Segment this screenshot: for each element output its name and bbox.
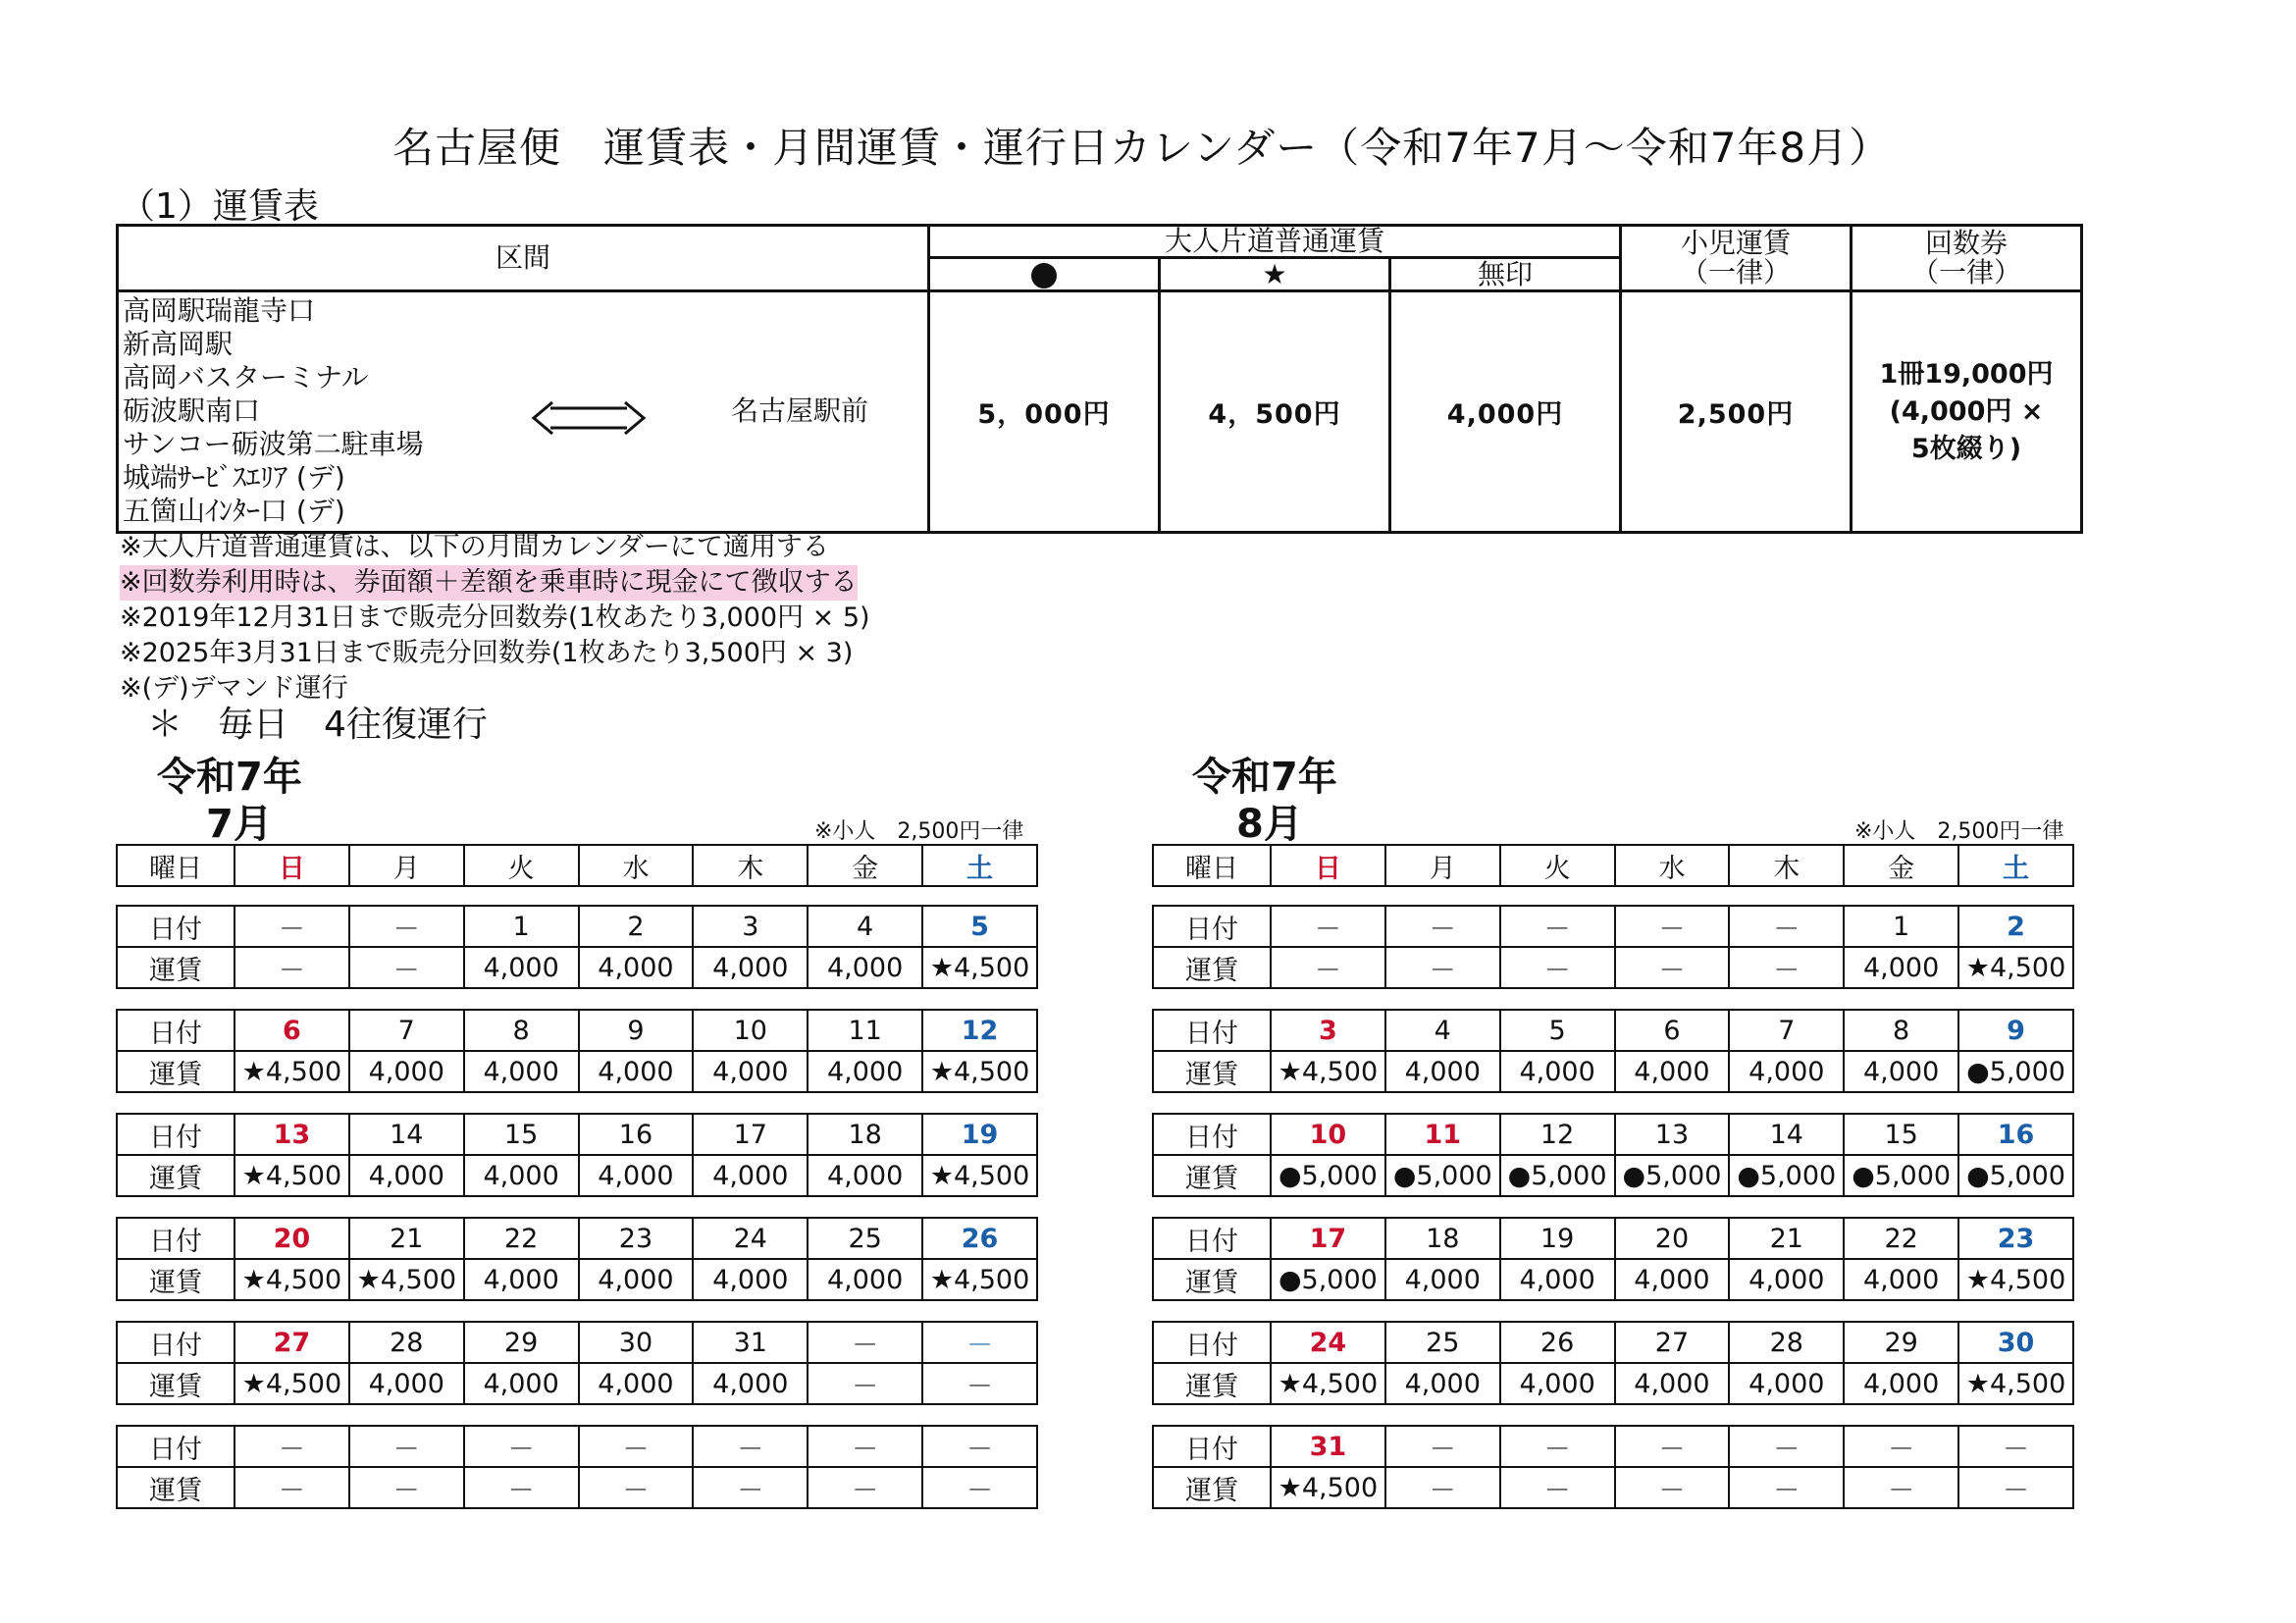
date-row-label: 日付 (117, 1322, 235, 1363)
fare-cell: － (693, 1467, 808, 1508)
fare-star-value: 4，500円 (1160, 291, 1390, 533)
july-calendar-table (116, 844, 1038, 1509)
note-item: ※2025年3月31日まで販売分回数券(1枚あたり3,500円 × 3) (120, 638, 854, 668)
stop-name: 五箇山ｲﾝﾀｰ口 (デ) (123, 495, 345, 527)
date-cell: 14 (1729, 1114, 1844, 1155)
fare-cell: － (1385, 1467, 1500, 1508)
fare-cell: － (1844, 1467, 1958, 1508)
date-cell: 1 (464, 906, 579, 947)
date-cell: － (1615, 906, 1730, 947)
fare-row-label: 運賃 (117, 1051, 235, 1092)
fare-header-adult: 大人片道普通運賃 (929, 226, 1621, 258)
fare-cell: － (1615, 947, 1730, 988)
fare-cell: 4,000 (349, 1051, 464, 1092)
fare-cell: ★4,500 (922, 1259, 1037, 1300)
date-cell: 19 (1500, 1218, 1615, 1259)
fare-cell: 4,000 (579, 947, 694, 988)
date-cell: 27 (235, 1322, 349, 1363)
date-cell: － (1615, 1426, 1730, 1467)
date-row-label: 日付 (117, 906, 235, 947)
weekday-header: 金 (1844, 845, 1958, 886)
weekday-header: 水 (579, 845, 694, 886)
fare-cell: 4,000 (349, 1155, 464, 1196)
fare-cell: 4,000 (693, 1155, 808, 1196)
date-cell: － (1958, 1426, 2073, 1467)
fare-cell: ★4,500 (1271, 1363, 1385, 1404)
weekday-header: 月 (1385, 845, 1500, 886)
date-cell: 4 (1385, 1010, 1500, 1051)
date-row-label: 日付 (1153, 1114, 1271, 1155)
fare-cell: ★4,500 (1958, 947, 2073, 988)
fare-cell: ●5,000 (1615, 1155, 1730, 1196)
fare-cell: 4,000 (808, 1051, 922, 1092)
date-cell: 29 (464, 1322, 579, 1363)
fare-cell: ★4,500 (1958, 1259, 2073, 1300)
double-arrow-icon (531, 400, 647, 436)
date-cell: － (808, 1322, 922, 1363)
fare-cell: 4,000 (464, 1259, 579, 1300)
fare-dot-value: 5，000円 (929, 291, 1160, 533)
weekday-header-label: 曜日 (117, 845, 235, 886)
stop-name: 砺波駅南口 (123, 394, 261, 427)
date-cell: 24 (1271, 1322, 1385, 1363)
date-cell: 13 (1615, 1114, 1730, 1155)
date-row-label: 日付 (117, 1426, 235, 1467)
weekday-header: 金 (808, 845, 922, 886)
fare-row-label: 運賃 (1153, 1155, 1271, 1196)
date-cell: 23 (1958, 1218, 2073, 1259)
date-cell: 18 (808, 1114, 922, 1155)
fare-header-section: 区間 (118, 226, 929, 291)
date-cell: － (349, 906, 464, 947)
fare-header-star: ★ (1160, 258, 1390, 291)
date-cell: 20 (235, 1218, 349, 1259)
stop-name: 高岡駅瑞龍寺口 (123, 294, 316, 327)
date-cell: － (1500, 1426, 1615, 1467)
date-cell: － (1500, 906, 1615, 947)
july-year: 令和7年 (157, 755, 302, 800)
date-cell: 16 (1958, 1114, 2073, 1155)
fare-cell: － (1385, 947, 1500, 988)
date-cell: 10 (1271, 1114, 1385, 1155)
fare-cell: 4,000 (693, 947, 808, 988)
page-title: 名古屋便 運賃表・月間運賃・運行日カレンダー（令和7年7月～令和7年8月） (392, 124, 1892, 172)
fare-header-none: 無印 (1390, 258, 1621, 291)
date-cell: 16 (579, 1114, 694, 1155)
date-row-label: 日付 (1153, 1426, 1271, 1467)
july-month: 7月 (206, 802, 273, 847)
date-cell: 6 (235, 1010, 349, 1051)
fare-cell: 4,000 (693, 1051, 808, 1092)
fare-cell: ●5,000 (1271, 1259, 1385, 1300)
fare-cell: 4,000 (579, 1051, 694, 1092)
fare-cell: － (922, 1363, 1037, 1404)
fare-cell: 4,000 (1844, 1363, 1958, 1404)
date-cell: － (922, 1426, 1037, 1467)
fare-cell: 4,000 (1615, 1259, 1730, 1300)
date-row-label: 日付 (1153, 1322, 1271, 1363)
date-cell: － (693, 1426, 808, 1467)
fare-cell: 4,000 (1729, 1051, 1844, 1092)
date-cell: 24 (693, 1218, 808, 1259)
date-row-label: 日付 (117, 1114, 235, 1155)
fare-cell: 4,000 (1615, 1363, 1730, 1404)
weekday-header: 土 (1958, 845, 2073, 886)
date-cell: 3 (693, 906, 808, 947)
date-cell: － (922, 1322, 1037, 1363)
fare-cell: － (1729, 947, 1844, 988)
date-cell: 12 (1500, 1114, 1615, 1155)
fare-row-label: 運賃 (1153, 1051, 1271, 1092)
fare-cell: ★4,500 (1271, 1467, 1385, 1508)
fare-row-label: 運賃 (1153, 1363, 1271, 1404)
notes-list (120, 530, 870, 707)
august-calendar-table (1152, 844, 2074, 1509)
fare-cell: ★4,500 (922, 1051, 1037, 1092)
weekday-header: 日 (235, 845, 349, 886)
fare-cell: ★4,500 (235, 1259, 349, 1300)
date-cell: 30 (579, 1322, 694, 1363)
august-child-note: ※小人 2,500円一律 (1854, 819, 2064, 844)
stop-name: 新高岡駅 (123, 328, 234, 360)
fare-cell: ★4,500 (922, 1155, 1037, 1196)
date-cell: 11 (808, 1010, 922, 1051)
fare-cell: － (349, 1467, 464, 1508)
date-cell: 28 (1729, 1322, 1844, 1363)
date-cell: 9 (579, 1010, 694, 1051)
stop-name: サンコー砺波第二駐車場 (123, 428, 424, 460)
date-cell: － (808, 1426, 922, 1467)
fare-child-value: 2,500円 (1621, 291, 1852, 533)
fare-cell: 4,000 (1500, 1363, 1615, 1404)
fare-header-dot (929, 258, 1160, 291)
fare-header-child: 小児運賃 （一律） (1621, 226, 1852, 291)
fare-cell: ●5,000 (1500, 1155, 1615, 1196)
stop-name: 高岡バスターミナル (123, 361, 369, 393)
fare-cell: 4,000 (1844, 947, 1958, 988)
fare-row-label: 運賃 (117, 1259, 235, 1300)
fare-cell: ●5,000 (1271, 1155, 1385, 1196)
fare-cell: 4,000 (579, 1155, 694, 1196)
weekday-header-label: 曜日 (1153, 845, 1271, 886)
fare-cell: 4,000 (1500, 1051, 1615, 1092)
date-cell: 21 (349, 1218, 464, 1259)
fare-cell: ●5,000 (1385, 1155, 1500, 1196)
fare-cell: － (922, 1467, 1037, 1508)
weekday-header: 土 (922, 845, 1037, 886)
date-cell: 31 (1271, 1426, 1385, 1467)
date-cell: 13 (235, 1114, 349, 1155)
fare-cell: 4,000 (1615, 1051, 1730, 1092)
date-cell: 28 (349, 1322, 464, 1363)
section-heading-fare-table: （1）運賃表 (120, 186, 319, 227)
fare-cell: － (349, 947, 464, 988)
fare-cell: 4,000 (1500, 1259, 1615, 1300)
fare-cell: － (1500, 1467, 1615, 1508)
fare-cell: 4,000 (1844, 1259, 1958, 1300)
fare-cell: － (1271, 947, 1385, 988)
weekday-header: 月 (349, 845, 464, 886)
fare-cell: ★4,500 (1958, 1363, 2073, 1404)
fare-cell: － (579, 1467, 694, 1508)
fare-row-label: 運賃 (117, 1467, 235, 1508)
date-row-label: 日付 (117, 1218, 235, 1259)
date-cell: 15 (464, 1114, 579, 1155)
fare-cell: － (235, 947, 349, 988)
date-cell: 23 (579, 1218, 694, 1259)
date-cell: 1 (1844, 906, 1958, 947)
date-cell: 17 (1271, 1218, 1385, 1259)
date-row-label: 日付 (1153, 906, 1271, 947)
fare-cell: ●5,000 (1958, 1051, 2073, 1092)
fare-cell: － (1615, 1467, 1730, 1508)
fare-header-ticket: 回数券 （一律） (1852, 226, 2082, 291)
fare-cell: ★4,500 (349, 1259, 464, 1300)
august-calendar (1152, 844, 2074, 1509)
date-cell: 11 (1385, 1114, 1500, 1155)
fare-cell: 4,000 (808, 947, 922, 988)
july-calendar (116, 844, 1038, 1509)
august-month: 8月 (1236, 802, 1303, 847)
weekday-header: 水 (1615, 845, 1730, 886)
fare-cell: ★4,500 (235, 1155, 349, 1196)
date-cell: 2 (1958, 906, 2073, 947)
fare-cell: － (808, 1363, 922, 1404)
date-cell: 10 (693, 1010, 808, 1051)
date-cell: 14 (349, 1114, 464, 1155)
weekday-header: 日 (1271, 845, 1385, 886)
date-cell: 17 (693, 1114, 808, 1155)
date-cell: － (1385, 1426, 1500, 1467)
date-cell: 27 (1615, 1322, 1730, 1363)
stop-name: 城端ｻｰﾋﾞｽｴﾘｱ (デ) (123, 461, 345, 494)
date-cell: 3 (1271, 1010, 1385, 1051)
fare-cell: 4,000 (349, 1363, 464, 1404)
date-cell: － (1385, 906, 1500, 947)
fare-none-value: 4,000円 (1390, 291, 1621, 533)
date-cell: 4 (808, 906, 922, 947)
date-cell: － (1729, 1426, 1844, 1467)
fare-cell: 4,000 (808, 1259, 922, 1300)
date-cell: 26 (1500, 1322, 1615, 1363)
weekday-header: 木 (1729, 845, 1844, 886)
fare-table (116, 224, 2083, 534)
note-item: ※(デ)デマンド運行 (120, 673, 348, 704)
fare-row-label: 運賃 (117, 947, 235, 988)
date-row-label: 日付 (117, 1010, 235, 1051)
fare-cell: － (235, 1467, 349, 1508)
fare-cell: 4,000 (808, 1155, 922, 1196)
date-cell: 7 (349, 1010, 464, 1051)
destination-name: 名古屋駅前 (731, 394, 869, 427)
fare-cell: － (1500, 947, 1615, 988)
date-cell: 31 (693, 1322, 808, 1363)
fare-cell: ★4,500 (922, 947, 1037, 988)
fare-cell: 4,000 (464, 947, 579, 988)
fare-row-label: 運賃 (1153, 1259, 1271, 1300)
date-cell: 30 (1958, 1322, 2073, 1363)
fare-cell: ★4,500 (235, 1363, 349, 1404)
fare-cell: 4,000 (693, 1363, 808, 1404)
date-cell: － (349, 1426, 464, 1467)
date-cell: － (235, 1426, 349, 1467)
date-cell: 22 (1844, 1218, 1958, 1259)
fare-cell: 4,000 (464, 1155, 579, 1196)
route-stops-cell (118, 291, 929, 533)
fare-cell: 4,000 (464, 1363, 579, 1404)
date-cell: 20 (1615, 1218, 1730, 1259)
date-cell: 7 (1729, 1010, 1844, 1051)
date-row-label: 日付 (1153, 1010, 1271, 1051)
date-cell: 25 (808, 1218, 922, 1259)
date-cell: 12 (922, 1010, 1037, 1051)
filled-circle-icon (1031, 263, 1057, 288)
fare-cell: ★4,500 (235, 1051, 349, 1092)
date-cell: － (1271, 906, 1385, 947)
date-cell: 21 (1729, 1218, 1844, 1259)
date-cell: － (579, 1426, 694, 1467)
date-cell: － (1844, 1426, 1958, 1467)
date-cell: 18 (1385, 1218, 1500, 1259)
date-cell: 5 (922, 906, 1037, 947)
fare-cell: 4,000 (1729, 1363, 1844, 1404)
weekday-header: 火 (464, 845, 579, 886)
fare-cell: 4,000 (693, 1259, 808, 1300)
fare-cell: － (1958, 1467, 2073, 1508)
fare-cell: － (464, 1467, 579, 1508)
fare-cell: 4,000 (579, 1259, 694, 1300)
date-cell: 26 (922, 1218, 1037, 1259)
august-year: 令和7年 (1192, 755, 1337, 800)
date-cell: 22 (464, 1218, 579, 1259)
fare-cell: － (1729, 1467, 1844, 1508)
note-item: ※2019年12月31日まで販売分回数券(1枚あたり3,000円 × 5) (120, 602, 870, 633)
date-cell: 6 (1615, 1010, 1730, 1051)
fare-row-label: 運賃 (1153, 1467, 1271, 1508)
fare-cell: ★4,500 (1271, 1051, 1385, 1092)
date-cell: 15 (1844, 1114, 1958, 1155)
fare-row-label: 運賃 (117, 1155, 235, 1196)
date-cell: 9 (1958, 1010, 2073, 1051)
fare-cell: 4,000 (1385, 1051, 1500, 1092)
fare-cell: － (808, 1467, 922, 1508)
fare-cell: 4,000 (464, 1051, 579, 1092)
fare-cell: 4,000 (579, 1363, 694, 1404)
date-cell: 29 (1844, 1322, 1958, 1363)
fare-cell: ●5,000 (1729, 1155, 1844, 1196)
weekday-header: 木 (693, 845, 808, 886)
fare-cell: ●5,000 (1844, 1155, 1958, 1196)
ticket-value: 1冊19,000円 (4,000円 × 5枚綴り) (1852, 291, 2082, 533)
date-cell: 19 (922, 1114, 1037, 1155)
date-cell: － (464, 1426, 579, 1467)
fare-row-label: 運賃 (1153, 947, 1271, 988)
fare-cell: 4,000 (1385, 1363, 1500, 1404)
weekday-header: 火 (1500, 845, 1615, 886)
date-cell: 8 (1844, 1010, 1958, 1051)
date-cell: 5 (1500, 1010, 1615, 1051)
july-child-note: ※小人 2,500円一律 (814, 819, 1024, 844)
note-item-highlighted: ※回数券利用時は、券面額＋差額を乗車時に現金にて徴収する (120, 565, 870, 601)
date-cell: 2 (579, 906, 694, 947)
daily-operation-note: ＊ 毎日 4往復運行 (147, 705, 488, 745)
date-cell: 8 (464, 1010, 579, 1051)
date-cell: 25 (1385, 1322, 1500, 1363)
fare-cell: 4,000 (1844, 1051, 1958, 1092)
note-item: ※大人片道普通運賃は、以下の月間カレンダーにて適用する (120, 532, 829, 562)
date-row-label: 日付 (1153, 1218, 1271, 1259)
fare-row-label: 運賃 (117, 1363, 235, 1404)
fare-cell: 4,000 (1385, 1259, 1500, 1300)
fare-cell: 4,000 (1729, 1259, 1844, 1300)
date-cell: － (235, 906, 349, 947)
fare-cell: ●5,000 (1958, 1155, 2073, 1196)
date-cell: － (1729, 906, 1844, 947)
